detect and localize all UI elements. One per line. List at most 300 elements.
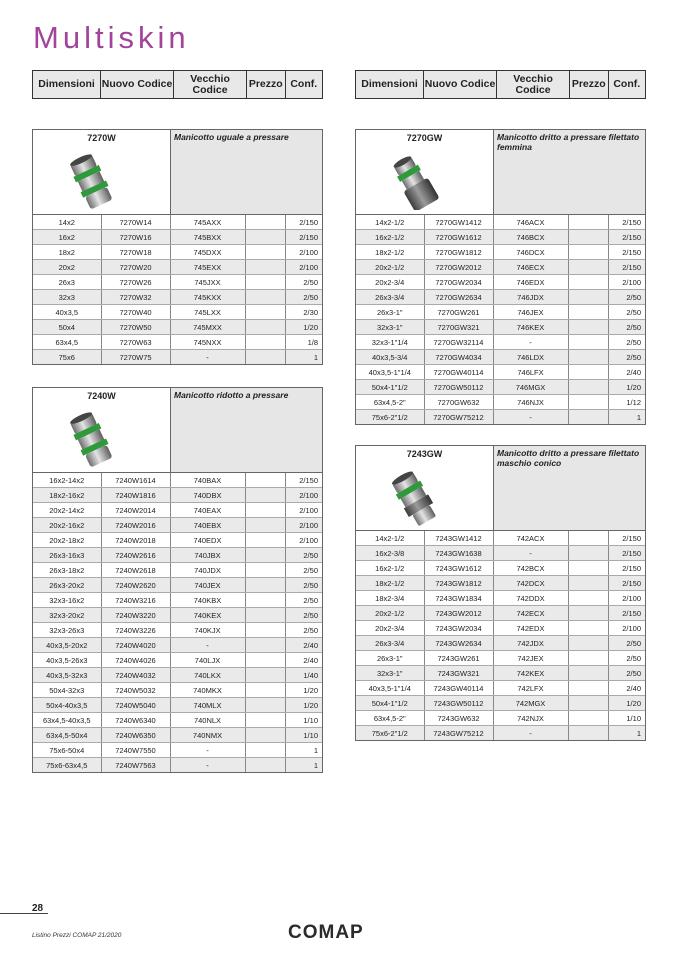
prezzo-cell [245, 473, 285, 488]
dimensioni-cell: 14x2 [33, 215, 101, 230]
nuovo-codice-cell: 7270GW32114 [424, 335, 493, 350]
prezzo-cell [568, 726, 608, 741]
conf-cell: 2/100 [285, 533, 322, 548]
conf-cell: 2/50 [285, 578, 322, 593]
nuovo-codice-cell: 7270W63 [101, 335, 170, 350]
conf-cell: 2/40 [608, 365, 645, 380]
prezzo-cell [568, 531, 608, 546]
dimensioni-cell: 20x2-3/4 [356, 621, 424, 636]
nuovo-codice-cell: 7270GW4034 [424, 350, 493, 365]
dimensioni-cell: 50x4-1"1/2 [356, 380, 424, 395]
conf-cell: 1 [608, 726, 645, 741]
dimensioni-cell: 50x4-32x3 [33, 683, 101, 698]
nuovo-codice-cell: 7270GW50112 [424, 380, 493, 395]
conf-cell: 1/10 [285, 728, 322, 743]
prezzo-cell [245, 548, 285, 563]
conf-cell: 2/150 [608, 561, 645, 576]
nuovo-codice-cell: 7243GW40114 [424, 681, 493, 696]
vecchio-codice-cell: 746LDX [493, 350, 568, 365]
prezzo-cell [245, 215, 285, 230]
prezzo-cell [245, 320, 285, 335]
nuovo-codice-cell: 7240W4026 [101, 653, 170, 668]
conf-cell: 2/100 [285, 518, 322, 533]
vecchio-codice-cell: 742JEX [493, 651, 568, 666]
prezzo-cell [245, 260, 285, 275]
dimensioni-cell: 50x4-1"1/2 [356, 696, 424, 711]
vecchio-codice-cell: 745KXX [170, 290, 245, 305]
table-row [356, 275, 645, 290]
vecchio-codice-cell: 742MGX [493, 696, 568, 711]
table-row [33, 503, 322, 518]
vecchio-codice-cell: 740LKX [170, 668, 245, 683]
dimensioni-cell: 63x4,5-2" [356, 711, 424, 726]
prezzo-cell [568, 621, 608, 636]
table-row [33, 668, 322, 683]
nuovo-codice-cell: 7270W18 [101, 245, 170, 260]
table-row [356, 410, 645, 425]
vecchio-codice-cell: 746EDX [493, 275, 568, 290]
vecchio-codice-cell: 745AXX [170, 215, 245, 230]
dimensioni-cell: 16x2-1/2 [356, 561, 424, 576]
vecchio-codice-cell: - [170, 638, 245, 653]
table-row [33, 728, 322, 743]
prezzo-cell [568, 245, 608, 260]
dimensioni-cell: 75x6-50x4 [33, 743, 101, 758]
dimensioni-cell: 40x3,5-32x3 [33, 668, 101, 683]
prezzo-cell [568, 591, 608, 606]
prezzo-cell [568, 711, 608, 726]
vecchio-codice-cell: 745NXX [170, 335, 245, 350]
vecchio-codice-cell: 746ACX [493, 215, 568, 230]
prezzo-cell [245, 698, 285, 713]
dimensioni-cell: 32x3-26x3 [33, 623, 101, 638]
dimensioni-cell: 50x4-40x3,5 [33, 698, 101, 713]
table-row [356, 681, 645, 696]
dimensioni-cell: 20x2-16x2 [33, 518, 101, 533]
nuovo-codice-cell: 7240W5040 [101, 698, 170, 713]
table-row [33, 335, 322, 350]
conf-cell: 1/20 [285, 320, 322, 335]
table-row [33, 683, 322, 698]
table-row [356, 666, 645, 681]
conf-cell: 2/150 [285, 215, 322, 230]
header-prezzo: Prezzo [570, 71, 608, 98]
header-dimensioni: Dimensioni [33, 71, 101, 98]
vecchio-codice-cell: 745MXX [170, 320, 245, 335]
prezzo-cell [568, 395, 608, 410]
vecchio-codice-cell: 742NJX [493, 711, 568, 726]
conf-cell: 2/40 [285, 653, 322, 668]
vecchio-codice-cell: 740DBX [170, 488, 245, 503]
vecchio-codice-cell: 742KEX [493, 666, 568, 681]
conf-cell: 2/100 [285, 245, 322, 260]
dimensioni-cell: 14x2-1/2 [356, 215, 424, 230]
vecchio-codice-cell: 742DDX [493, 591, 568, 606]
table-header-left [32, 70, 323, 99]
vecchio-codice-cell: 740MLX [170, 698, 245, 713]
conf-cell: 2/150 [608, 245, 645, 260]
vecchio-codice-cell: 742ACX [493, 531, 568, 546]
conf-cell: 2/150 [608, 576, 645, 591]
dimensioni-cell: 18x2-16x2 [33, 488, 101, 503]
table-row [356, 606, 645, 621]
prezzo-cell [245, 638, 285, 653]
table-header-right [355, 70, 646, 99]
conf-cell: 2/150 [285, 473, 322, 488]
table-row [33, 623, 322, 638]
table-row [356, 591, 645, 606]
prezzo-cell [245, 593, 285, 608]
vecchio-codice-cell: - [170, 350, 245, 365]
header-conf: Conf. [290, 78, 318, 90]
dimensioni-cell: 20x2-14x2 [33, 503, 101, 518]
vecchio-codice-cell: 746JEX [493, 305, 568, 320]
prezzo-cell [245, 743, 285, 758]
nuovo-codice-cell: 7270W26 [101, 275, 170, 290]
vecchio-codice-cell: 740JBX [170, 548, 245, 563]
table-row [33, 608, 322, 623]
conf-cell: 2/50 [608, 666, 645, 681]
table-row [33, 260, 322, 275]
dimensioni-cell: 26x3-18x2 [33, 563, 101, 578]
vecchio-codice-cell: 745JXX [170, 275, 245, 290]
prezzo-cell [245, 623, 285, 638]
dimensioni-cell: 20x2-18x2 [33, 533, 101, 548]
conf-cell: 1/20 [285, 683, 322, 698]
prezzo-cell [245, 335, 285, 350]
nuovo-codice-cell: 7243GW2634 [424, 636, 493, 651]
nuovo-codice-cell: 7240W3226 [101, 623, 170, 638]
prezzo-cell [245, 578, 285, 593]
nuovo-codice-cell: 7243GW1638 [424, 546, 493, 561]
dimensioni-cell: 26x3-3/4 [356, 636, 424, 651]
conf-cell: 1 [285, 758, 322, 773]
prezzo-cell [245, 305, 285, 320]
table-row [356, 395, 645, 410]
conf-cell: 1/12 [608, 395, 645, 410]
dimensioni-cell: 26x3-3/4 [356, 290, 424, 305]
product-description: Manicotto ridotto a pressare [171, 388, 322, 472]
nuovo-codice-cell: 7270W50 [101, 320, 170, 335]
conf-cell: 1/20 [285, 698, 322, 713]
comap-logo [288, 922, 392, 947]
conf-cell: 2/50 [285, 608, 322, 623]
table-row [33, 563, 322, 578]
vecchio-codice-cell: 740JDX [170, 563, 245, 578]
table-row [356, 696, 645, 711]
prezzo-cell [245, 563, 285, 578]
conf-cell: 2/40 [608, 681, 645, 696]
conf-cell: 2/100 [608, 621, 645, 636]
dimensioni-cell: 40x3,5-20x2 [33, 638, 101, 653]
conf-cell: 1/10 [608, 711, 645, 726]
table-row [33, 518, 322, 533]
product-table [356, 531, 645, 740]
table-row [356, 531, 645, 546]
vecchio-codice-cell: 740LJX [170, 653, 245, 668]
product-block-7243gw [355, 445, 646, 741]
vecchio-codice-cell: - [493, 726, 568, 741]
dimensioni-cell: 63x4,5-40x3,5 [33, 713, 101, 728]
prezzo-cell [245, 275, 285, 290]
nuovo-codice-cell: 7240W2616 [101, 548, 170, 563]
vecchio-codice-cell: 740EAX [170, 503, 245, 518]
product-code: 7243GW [406, 449, 443, 459]
prezzo-cell [245, 488, 285, 503]
conf-cell: 2/30 [285, 305, 322, 320]
vecchio-codice-cell: 742ECX [493, 606, 568, 621]
nuovo-codice-cell: 7243GW75212 [424, 726, 493, 741]
prezzo-cell [568, 260, 608, 275]
dimensioni-cell: 40x3,5 [33, 305, 101, 320]
product-table [356, 215, 645, 424]
vecchio-codice-cell: 740KJX [170, 623, 245, 638]
header-vecchio-codice: Vecchio Codice [497, 71, 570, 98]
dimensioni-cell: 18x2-1/2 [356, 245, 424, 260]
table-row [33, 713, 322, 728]
product-table [33, 215, 322, 364]
conf-cell: 1 [285, 350, 322, 365]
dimensioni-cell: 26x3-20x2 [33, 578, 101, 593]
conf-cell: 2/50 [285, 623, 322, 638]
nuovo-codice-cell: 7240W5032 [101, 683, 170, 698]
dimensioni-cell: 26x3 [33, 275, 101, 290]
prezzo-cell [568, 305, 608, 320]
table-row [33, 548, 322, 563]
nuovo-codice-cell: 7270GW321 [424, 320, 493, 335]
dimensioni-cell: 75x6-2"1/2 [356, 410, 424, 425]
nuovo-codice-cell: 7243GW50112 [424, 696, 493, 711]
nuovo-codice-cell: 7240W2014 [101, 503, 170, 518]
dimensioni-cell: 75x6 [33, 350, 101, 365]
prezzo-cell [568, 636, 608, 651]
table-row [33, 305, 322, 320]
vecchio-codice-cell: 740EDX [170, 533, 245, 548]
vecchio-codice-cell: 746BCX [493, 230, 568, 245]
nuovo-codice-cell: 7270GW75212 [424, 410, 493, 425]
table-row [356, 290, 645, 305]
prezzo-cell [568, 651, 608, 666]
vecchio-codice-cell: 746KEX [493, 320, 568, 335]
nuovo-codice-cell: 7270W40 [101, 305, 170, 320]
nuovo-codice-cell: 7240W3216 [101, 593, 170, 608]
conf-cell: 2/50 [608, 350, 645, 365]
vecchio-codice-cell: 745BXX [170, 230, 245, 245]
table-row [33, 215, 322, 230]
table-row [33, 638, 322, 653]
conf-cell: 1 [285, 743, 322, 758]
conf-cell: 2/150 [608, 215, 645, 230]
product-block-7240w [32, 387, 323, 773]
dimensioni-cell: 40x3,5-1"1/4 [356, 681, 424, 696]
header-nuovo-codice: Nuovo Codice [101, 71, 174, 98]
vecchio-codice-cell: - [493, 546, 568, 561]
conf-cell: 2/150 [285, 230, 322, 245]
conf-cell: 1/20 [608, 380, 645, 395]
dimensioni-cell: 20x2-3/4 [356, 275, 424, 290]
vecchio-codice-cell: 740JEX [170, 578, 245, 593]
fitting-image [67, 406, 137, 473]
prezzo-cell [245, 713, 285, 728]
table-row [356, 726, 645, 741]
vecchio-codice-cell: 740KEX [170, 608, 245, 623]
conf-cell: 1/40 [285, 668, 322, 683]
vecchio-codice-cell: 745EXX [170, 260, 245, 275]
product-description: Manicotto uguale a pressare [171, 130, 322, 214]
dimensioni-cell: 40x3,5-3/4 [356, 350, 424, 365]
conf-cell: 1/8 [285, 335, 322, 350]
header-prezzo: Prezzo [247, 71, 285, 98]
vecchio-codice-cell: - [493, 410, 568, 425]
prezzo-cell [568, 410, 608, 425]
nuovo-codice-cell: 7243GW2034 [424, 621, 493, 636]
product-code: 7270W [87, 133, 116, 143]
nuovo-codice-cell: 7270W14 [101, 215, 170, 230]
product-image-cell [33, 388, 171, 472]
table-row [356, 621, 645, 636]
product-table [33, 473, 322, 772]
conf-cell: 2/50 [608, 305, 645, 320]
prezzo-cell [245, 668, 285, 683]
footer-text: Listino Prezzi COMAP 21/2020 [32, 932, 122, 939]
nuovo-codice-cell: 7270W75 [101, 350, 170, 365]
nuovo-codice-cell: 7240W2618 [101, 563, 170, 578]
table-row [33, 473, 322, 488]
table-row [356, 380, 645, 395]
dimensioni-cell: 26x3-1" [356, 305, 424, 320]
vecchio-codice-cell: 742BCX [493, 561, 568, 576]
product-description: Manicotto dritto a pressare filettato femmina [494, 130, 645, 214]
nuovo-codice-cell: 7240W4020 [101, 638, 170, 653]
nuovo-codice-cell: 7270W16 [101, 230, 170, 245]
table-row [33, 578, 322, 593]
conf-cell: 2/40 [285, 638, 322, 653]
table-row [33, 290, 322, 305]
product-code: 7240W [87, 391, 116, 401]
dimensioni-cell: 63x4,5-50x4 [33, 728, 101, 743]
conf-cell: 2/50 [285, 563, 322, 578]
nuovo-codice-cell: 7243GW1834 [424, 591, 493, 606]
table-row [33, 743, 322, 758]
nuovo-codice-cell: 7240W7563 [101, 758, 170, 773]
dimensioni-cell: 26x3-1" [356, 651, 424, 666]
table-row [356, 561, 645, 576]
nuovo-codice-cell: 7240W2620 [101, 578, 170, 593]
table-row [356, 576, 645, 591]
table-row [356, 305, 645, 320]
nuovo-codice-cell: 7240W1614 [101, 473, 170, 488]
prezzo-cell [568, 275, 608, 290]
table-row [356, 320, 645, 335]
vecchio-codice-cell: 742EDX [493, 621, 568, 636]
prezzo-cell [245, 290, 285, 305]
conf-cell: 2/100 [608, 591, 645, 606]
table-row [356, 350, 645, 365]
nuovo-codice-cell: 7243GW632 [424, 711, 493, 726]
vecchio-codice-cell: 746NJX [493, 395, 568, 410]
table-row [356, 365, 645, 380]
conf-cell: 2/150 [608, 531, 645, 546]
prezzo-cell [245, 608, 285, 623]
dimensioni-cell: 16x2 [33, 230, 101, 245]
dimensioni-cell: 75x6-2"1/2 [356, 726, 424, 741]
dimensioni-cell: 20x2-1/2 [356, 260, 424, 275]
nuovo-codice-cell: 7270GW1812 [424, 245, 493, 260]
vecchio-codice-cell: 740BAX [170, 473, 245, 488]
fitting-image [390, 148, 460, 215]
dimensioni-cell: 32x3-16x2 [33, 593, 101, 608]
vecchio-codice-cell: 746DCX [493, 245, 568, 260]
nuovo-codice-cell: 7270W20 [101, 260, 170, 275]
vecchio-codice-cell: 742LFX [493, 681, 568, 696]
prezzo-cell [568, 230, 608, 245]
prezzo-cell [245, 653, 285, 668]
page-number: 28 [32, 903, 44, 914]
product-image-cell [356, 130, 494, 214]
conf-cell: 2/50 [285, 290, 322, 305]
conf-cell: 2/150 [608, 606, 645, 621]
vecchio-codice-cell: 740EBX [170, 518, 245, 533]
vecchio-codice-cell: 740MKX [170, 683, 245, 698]
conf-cell: 1/20 [608, 696, 645, 711]
dimensioni-cell: 32x3-1"1/4 [356, 335, 424, 350]
conf-cell: 2/50 [608, 651, 645, 666]
vecchio-codice-cell: - [170, 758, 245, 773]
nuovo-codice-cell: 7240W7550 [101, 743, 170, 758]
header-nuovo-codice: Nuovo Codice [424, 71, 497, 98]
nuovo-codice-cell: 7270GW40114 [424, 365, 493, 380]
nuovo-codice-cell: 7270W32 [101, 290, 170, 305]
prezzo-cell [245, 230, 285, 245]
conf-cell: 2/50 [608, 320, 645, 335]
table-row [356, 215, 645, 230]
vecchio-codice-cell: 740KBX [170, 593, 245, 608]
prezzo-cell [568, 666, 608, 681]
vecchio-codice-cell: 746JDX [493, 290, 568, 305]
conf-cell: 2/100 [608, 275, 645, 290]
product-description: Manicotto dritto a pressare filettato maschio conico [494, 446, 645, 530]
prezzo-cell [568, 546, 608, 561]
table-row [33, 230, 322, 245]
dimensioni-cell: 75x6-63x4,5 [33, 758, 101, 773]
table-row [33, 245, 322, 260]
product-block-7270w [32, 129, 323, 365]
page-title: Multiskin [33, 20, 190, 55]
table-row [33, 758, 322, 773]
header-vecchio-codice: Vecchio Codice [174, 71, 247, 98]
fitting-image [390, 464, 460, 531]
product-image-cell [356, 446, 494, 530]
conf-cell: 1 [608, 410, 645, 425]
prezzo-cell [568, 561, 608, 576]
dimensioni-cell: 63x4,5-2" [356, 395, 424, 410]
logo-text: COMAP [288, 922, 364, 942]
dimensioni-cell: 50x4 [33, 320, 101, 335]
nuovo-codice-cell: 7240W4032 [101, 668, 170, 683]
prezzo-cell [245, 518, 285, 533]
nuovo-codice-cell: 7270GW2012 [424, 260, 493, 275]
prezzo-cell [568, 320, 608, 335]
dimensioni-cell: 32x3-1" [356, 320, 424, 335]
conf-cell: 2/50 [285, 548, 322, 563]
nuovo-codice-cell: 7243GW2012 [424, 606, 493, 621]
dimensioni-cell: 40x3,5-26x3 [33, 653, 101, 668]
prezzo-cell [245, 245, 285, 260]
vecchio-codice-cell: 740NMX [170, 728, 245, 743]
nuovo-codice-cell: 7243GW1812 [424, 576, 493, 591]
conf-cell: 1/10 [285, 713, 322, 728]
dimensioni-cell: 16x2-3/8 [356, 546, 424, 561]
